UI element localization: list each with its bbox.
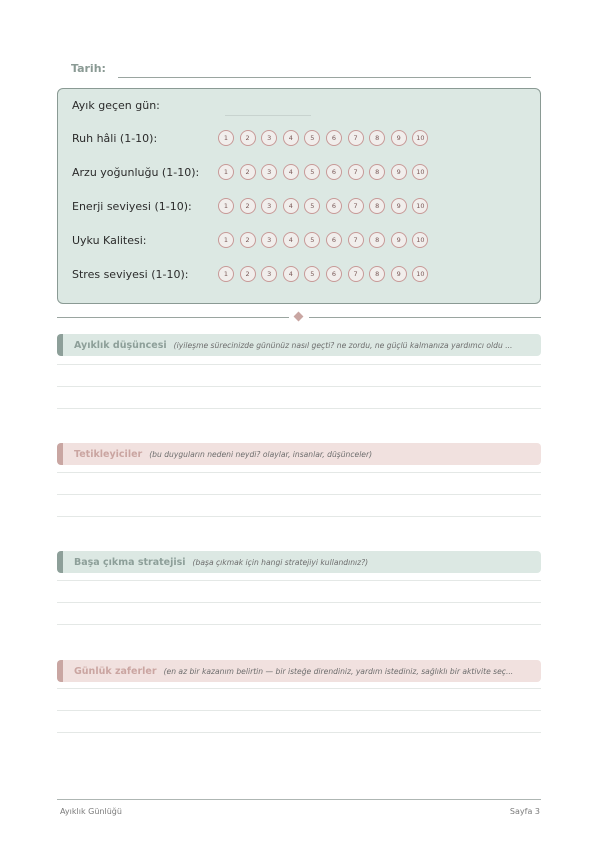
writing-line[interactable] [57,602,541,603]
rating-option-circle[interactable]: 9 [391,164,407,180]
daily-ratings-panel [57,88,541,304]
rating-option-circle[interactable]: 4 [283,164,299,180]
rating-option-circle[interactable]: 5 [304,198,320,214]
section-header [57,660,541,682]
rating-option-circle[interactable]: 6 [326,164,342,180]
rating-option-circle[interactable]: 10 [412,164,428,180]
writing-line[interactable] [57,386,541,387]
rating-scale [218,130,428,146]
rating-row [72,130,532,150]
rating-option-circle[interactable]: 3 [261,266,277,282]
section-title: Günlük zaferler [74,665,157,677]
rating-option-circle[interactable]: 3 [261,164,277,180]
rating-option-circle[interactable]: 2 [240,130,256,146]
writing-line[interactable] [57,624,541,625]
writing-line[interactable] [57,516,541,517]
rating-label: Arzu yoğunluğu (1-10): [72,166,200,179]
rating-label: Stres seviyesi (1-10): [72,268,189,281]
rating-option-circle[interactable]: 10 [412,232,428,248]
rating-option-circle[interactable]: 2 [240,266,256,282]
rating-label: Uyku Kalitesi: [72,234,147,247]
footer-page-number: Sayfa 3 [509,807,540,816]
section-hint: (iyileşme sürecinizde gününüz nasıl geçti? ne zordu, ne güçlü kalmanıza yardımcı oldu ... [173,340,513,350]
diamond-ornament-icon [294,312,304,322]
rating-scale [218,232,428,248]
rating-row [72,198,532,218]
sober-days-field[interactable] [225,115,311,116]
section-hint: (başa çıkmak için hangi stratejiyi kullandınız?) [192,557,369,567]
rating-option-circle[interactable]: 5 [304,164,320,180]
section-title: Başa çıkma stratejisi [74,556,186,568]
rating-option-circle[interactable]: 7 [348,198,364,214]
rating-row [72,164,532,184]
rating-option-circle[interactable]: 1 [218,266,234,282]
rating-row [72,266,532,286]
rating-scale [218,266,428,282]
rating-option-circle[interactable]: 6 [326,130,342,146]
rating-option-circle[interactable]: 3 [261,198,277,214]
rating-option-circle[interactable]: 10 [412,130,428,146]
rating-option-circle[interactable]: 1 [218,232,234,248]
date-row [71,62,531,80]
section-coping-strategy [57,551,541,573]
rating-option-circle[interactable]: 8 [369,266,385,282]
rating-option-circle[interactable]: 8 [369,130,385,146]
rating-scale [218,164,428,180]
section-accent-bar [57,551,63,573]
rating-option-circle[interactable]: 8 [369,164,385,180]
section-accent-bar [57,443,63,465]
rating-option-circle[interactable]: 4 [283,232,299,248]
writing-line[interactable] [57,710,541,711]
rating-label: Ruh hâli (1-10): [72,132,158,145]
rating-option-circle[interactable]: 7 [348,164,364,180]
rating-option-circle[interactable]: 2 [240,198,256,214]
writing-line[interactable] [57,580,541,581]
rating-option-circle[interactable]: 5 [304,232,320,248]
rating-option-circle[interactable]: 4 [283,266,299,282]
section-title: Ayıklık düşüncesi [74,339,167,351]
rating-option-circle[interactable]: 5 [304,130,320,146]
rating-option-circle[interactable]: 1 [218,130,234,146]
rating-option-circle[interactable]: 4 [283,198,299,214]
section-header [57,551,541,573]
rating-option-circle[interactable]: 3 [261,232,277,248]
section-accent-bar [57,334,63,356]
rating-option-circle[interactable]: 9 [391,266,407,282]
section-hint: (bu duyguların nedeni neydi? olaylar, insanlar, düşünceler) [149,449,373,459]
rating-option-circle[interactable]: 4 [283,130,299,146]
rating-option-circle[interactable]: 9 [391,232,407,248]
rating-option-circle[interactable]: 7 [348,232,364,248]
rating-option-circle[interactable]: 6 [326,232,342,248]
rating-option-circle[interactable]: 2 [240,232,256,248]
rating-option-circle[interactable]: 1 [218,164,234,180]
rating-option-circle[interactable]: 7 [348,266,364,282]
rating-option-circle[interactable]: 5 [304,266,320,282]
rating-option-circle[interactable]: 9 [391,198,407,214]
section-header [57,334,541,356]
sober-days-row [72,97,532,117]
rating-option-circle[interactable]: 7 [348,130,364,146]
footer-divider [57,799,541,800]
date-label: Tarih: [71,62,106,75]
section-accent-bar [57,660,63,682]
writing-line[interactable] [57,408,541,409]
rating-option-circle[interactable]: 3 [261,130,277,146]
writing-line[interactable] [57,364,541,365]
ornamental-divider [57,312,541,322]
footer-journal-title: Ayıklık Günlüğü [60,807,122,816]
divider-line-right [309,317,541,318]
rating-option-circle[interactable]: 6 [326,266,342,282]
section-daily-wins [57,660,541,682]
rating-option-circle[interactable]: 8 [369,198,385,214]
rating-row [72,232,532,252]
rating-scale [218,198,428,214]
section-header [57,443,541,465]
rating-option-circle[interactable]: 6 [326,198,342,214]
writing-line[interactable] [57,494,541,495]
writing-line[interactable] [57,732,541,733]
rating-label: Enerji seviyesi (1-10): [72,200,192,213]
rating-option-circle[interactable]: 8 [369,232,385,248]
rating-option-circle[interactable]: 10 [412,266,428,282]
sober-days-label: Ayık geçen gün: [72,99,160,112]
rating-option-circle[interactable]: 2 [240,164,256,180]
section-title: Tetikleyiciler [74,448,143,460]
rating-option-circle[interactable]: 9 [391,130,407,146]
date-field[interactable] [118,77,531,78]
rating-option-circle[interactable]: 1 [218,198,234,214]
writing-line[interactable] [57,688,541,689]
divider-line-left [57,317,289,318]
section-hint: (en az bir kazanım belirtin — bir isteğe direndiniz, yardım istediniz, sağlıklı bir aktivite seç... [163,666,514,676]
writing-line[interactable] [57,472,541,473]
section-sobriety-thoughts [57,334,541,356]
section-triggers [57,443,541,465]
rating-option-circle[interactable]: 10 [412,198,428,214]
